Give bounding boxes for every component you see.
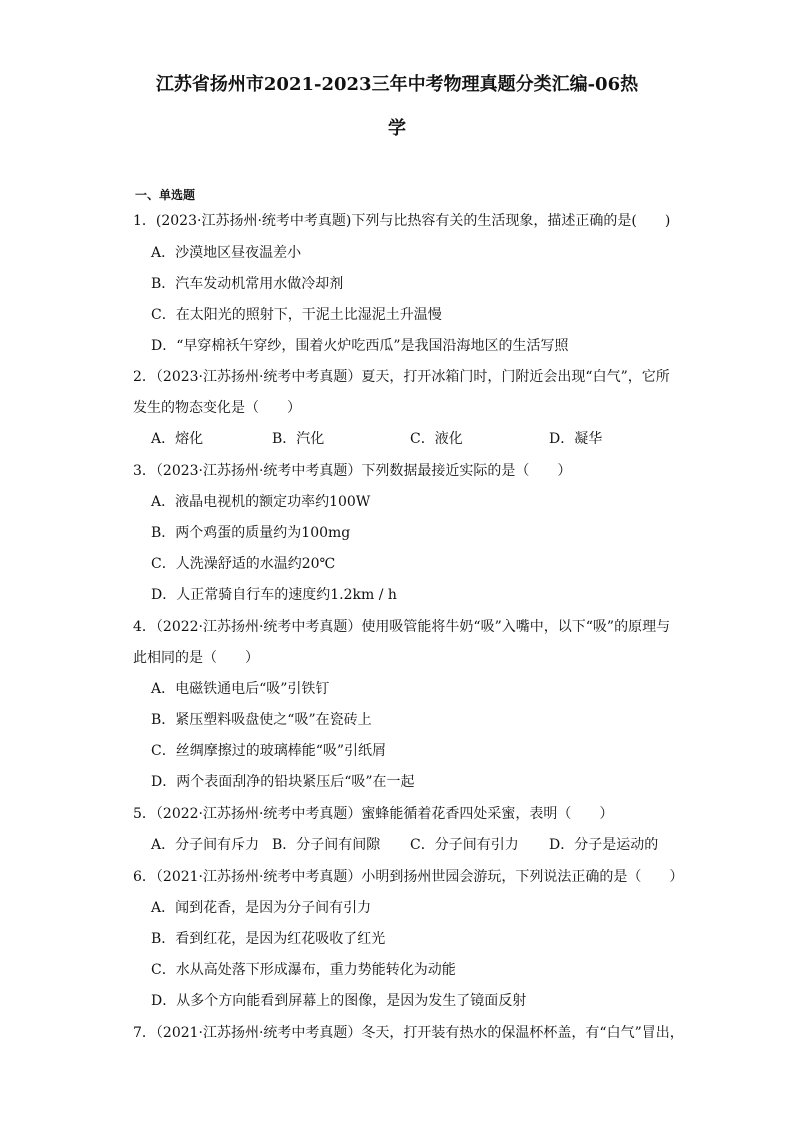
- question-5-option-a: A．分子间有斥力: [151, 837, 260, 853]
- question-7-stem: 7．（2021·江苏扬州·统考中考真题）冬天，打开装有热水的保温杯杯盖，有“白气”冒出，: [133, 1025, 684, 1041]
- question-5-option-b: B．分子间有间隙: [272, 837, 381, 853]
- question-1-option-b: B．汽车发动机常用水做冷却剂: [151, 276, 344, 292]
- question-4-stem-continued: 此相同的是（ ）: [133, 650, 259, 666]
- question-5-stem: 5．（2022·江苏扬州·统考中考真题）蜜蜂能循着花香四处采蜜，表明（ ）: [133, 806, 614, 822]
- question-3-option-d: D．人正常骑自行车的速度约1.2km / h: [151, 587, 397, 603]
- question-1-option-d: D．“早穿棉袄午穿纱，围着火炉吃西瓜”是我国沿海地区的生活写照: [151, 338, 569, 354]
- question-3-option-c: C．人洗澡舒适的水温约20℃: [151, 556, 336, 572]
- question-6-option-d: D．从多个方向能看到屏幕上的图像，是因为发生了镜面反射: [151, 993, 527, 1009]
- page-title-continued: 学: [388, 118, 406, 139]
- section-heading: 一、单选题: [135, 188, 196, 202]
- question-6-option-a: A．闻到花香，是因为分子间有引力: [151, 900, 372, 916]
- question-4-option-b: B．紧压塑料吸盘使之“吸”在瓷砖上: [151, 712, 372, 728]
- question-2-stem-continued: 发生的物态变化是（ ）: [133, 400, 301, 416]
- page-title: 江苏省扬州市2021-2023三年中考物理真题分类汇编-06热: [155, 74, 639, 95]
- question-6-option-c: C．水从高处落下形成瀑布，重力势能转化为动能: [151, 962, 456, 978]
- question-2-stem: 2．（2023·江苏扬州·统考中考真题）夏天，打开冰箱门时，门附近会出现“白气”，它所: [133, 369, 670, 385]
- question-1-option-a: A．沙漠地区昼夜温差小: [151, 245, 302, 261]
- question-2-option-d: D．凝华: [549, 431, 603, 447]
- question-5-option-d: D．分子是运动的: [549, 837, 659, 853]
- question-2-option-a: A．熔化: [151, 431, 204, 447]
- question-6-stem: 6．（2021·江苏扬州·统考中考真题）小明到扬州世园会游玩，下列说法正确的是（ ）: [133, 869, 684, 885]
- question-1-option-c: C．在太阳光的照射下，干泥土比湿泥土升温慢: [151, 307, 442, 323]
- question-4-option-a: A．电磁铁通电后“吸”引铁钉: [151, 681, 330, 697]
- question-4-stem: 4．（2022·江苏扬州·统考中考真题）使用吸管能将牛奶“吸”入嘴中，以下“吸”的原理与: [133, 619, 671, 635]
- question-1-stem: 1．(2023·江苏扬州·统考中考真题)下列与比热容有关的生活现象，描述正确的是( ): [133, 213, 671, 229]
- question-6-option-b: B．看到红花，是因为红花吸收了红光: [151, 931, 386, 947]
- question-5-option-c: C．分子间有引力: [410, 837, 519, 853]
- question-4-option-d: D．两个表面刮净的铅块紧压后“吸”在一起: [151, 774, 415, 790]
- question-4-option-c: C．丝绸摩擦过的玻璃棒能“吸”引纸屑: [151, 743, 387, 759]
- question-2-option-b: B．汽化: [272, 431, 325, 447]
- question-3-option-a: A．液晶电视机的额定功率约100W: [151, 494, 371, 510]
- question-3-option-b: B．两个鸡蛋的质量约为100mg: [151, 525, 351, 541]
- question-2-option-c: C．液化: [410, 431, 463, 447]
- question-3-stem: 3．（2023·江苏扬州·统考中考真题）下列数据最接近实际的是（ ）: [133, 463, 572, 479]
